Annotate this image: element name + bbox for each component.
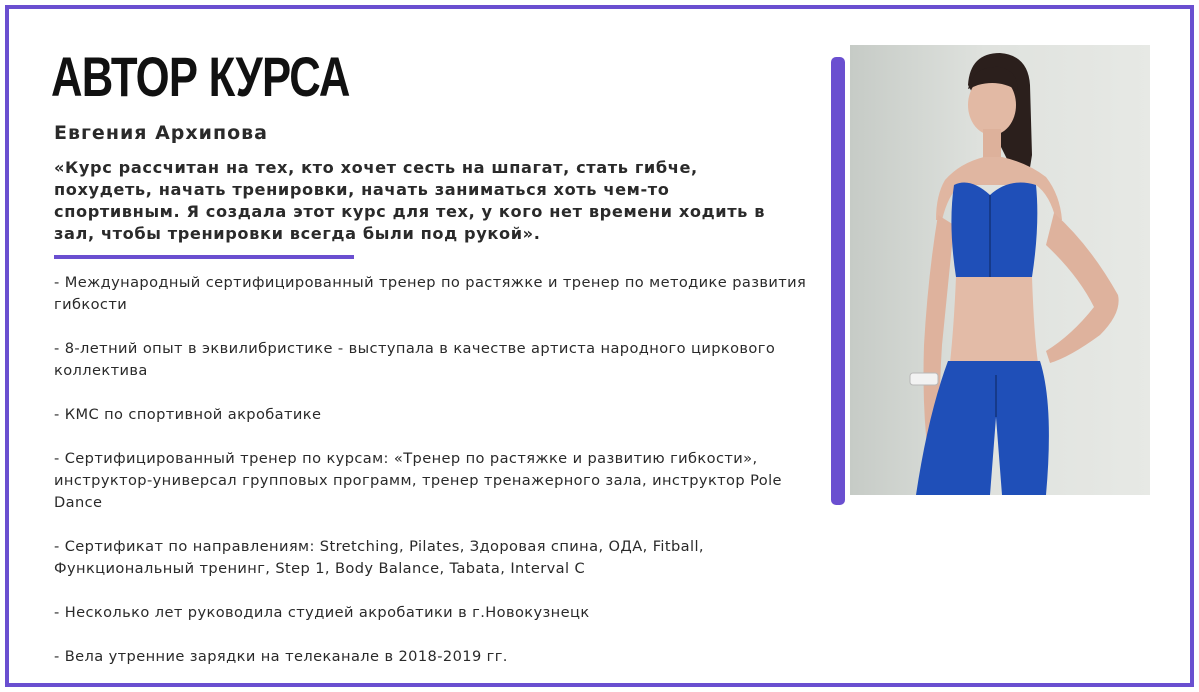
page-title: АВТОР КУРСА: [51, 45, 350, 108]
list-item: - 8-летний опыт в эквилибристике - выступала в качестве артиста народного циркового коллектива: [54, 340, 776, 379]
accent-bar: [831, 57, 845, 505]
list-item: - Вела утренние зарядки на телеканале в 2018-2019 гг.: [54, 648, 508, 665]
content-frame: [5, 5, 1194, 687]
credentials-list: [54, 272, 814, 690]
author-name: Евгения Архипова: [54, 122, 268, 144]
list-item: - Международный сертифицированный тренер по растяжке и тренер по методике развития гибкости: [54, 274, 807, 313]
list-item: - Сертифицированный тренер по курсам: «Тренер по растяжке и развитию гибкости», инструктор-универсал групповых программ, тренер тренажерного зала, инструктор Pole Dance: [54, 450, 782, 511]
list-item: - КМС по спортивной акробатике: [54, 406, 322, 423]
list-item: - Несколько лет руководила студией акробатики в г.Новокузнецк: [54, 604, 590, 621]
author-photo: [850, 45, 1150, 495]
quote-underline: [54, 255, 354, 259]
author-photo-illustration: [850, 45, 1150, 495]
author-quote: «Курс рассчитан на тех, кто хочет сесть на шпагат, стать гибче, похудеть, начать тренировки, начать заниматься хоть чем-то спортивным. Я создала этот курс для тех, у кого нет времени ходить в зал, чтобы тренировки всегда были под рукой».: [54, 158, 766, 243]
list-item: - Сертификат по направлениям: Stretching, Pilates, Здоровая спина, ОДА, Fitball, Функциональный тренинг, Step 1, Body Balance, Tabata, Interval C: [54, 538, 704, 577]
